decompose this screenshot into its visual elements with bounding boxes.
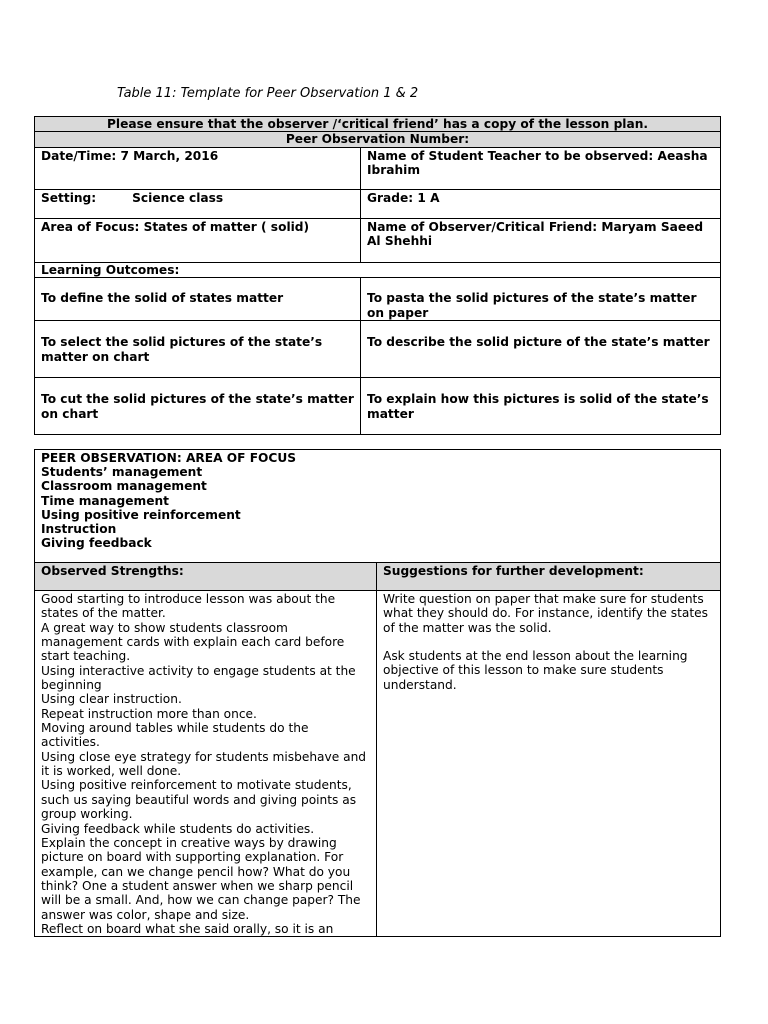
focus-item: Students’ management: [41, 465, 203, 480]
strengths-cell: [35, 591, 377, 937]
setting-value: Science class: [132, 190, 224, 205]
learning-outcome: To pasta the solid pictures of the state’s matter on paper: [361, 278, 721, 321]
lesson-plan-note: Please ensure that the observer /‘critical friend’ has a copy of the lesson plan.: [35, 117, 721, 132]
strength-item: Moving around tables while students do the activities.: [41, 721, 309, 750]
suggestions-cell: [377, 591, 721, 937]
learning-outcome: To select the solid pictures of the state’s matter on chart: [35, 321, 361, 378]
grade: Grade: 1 A: [361, 189, 721, 218]
strength-item: Using clear instruction.: [41, 692, 182, 707]
learning-outcomes-label: Learning Outcomes:: [35, 262, 721, 277]
suggestion-item: Ask students at the end lesson about the learning objective of this lesson to make sure students understand.: [383, 649, 688, 692]
strengths-header: Observed Strengths:: [35, 563, 377, 591]
suggestions-header: Suggestions for further development:: [377, 563, 721, 591]
strength-item: Using interactive activity to engage students at the beginning: [41, 663, 356, 693]
focus-item: Giving feedback: [41, 536, 152, 551]
area-of-focus: Area of Focus: States of matter ( solid): [35, 218, 361, 262]
suggestion-item: Write question on paper that make sure for students what they should do. For instance, identify the states of the matter was the solid.: [383, 592, 708, 635]
setting: [35, 189, 361, 218]
date-time: Date/Time: 7 March, 2016: [35, 147, 361, 189]
learning-outcome: To define the solid of states matter: [35, 278, 361, 321]
focus-item: Time management: [41, 493, 169, 508]
focus-item: Classroom management: [41, 479, 207, 494]
focus-title: PEER OBSERVATION: AREA OF FOCUS: [41, 451, 297, 465]
focus-item: Using positive reinforcement: [41, 507, 241, 522]
learning-outcome: To cut the solid pictures of the state’s matter on chart: [35, 378, 361, 435]
learning-outcome: To explain how this pictures is solid of the state’s matter: [361, 378, 721, 435]
strength-item: Good starting to introduce lesson was about the states of the matter.: [41, 592, 336, 621]
strength-item: Reflect on board what she said orally, so it is an: [41, 921, 334, 936]
strength-item: Using close eye strategy for students misbehave and it is worked, well done.: [41, 749, 367, 779]
observation-number-label: Peer Observation Number:: [35, 132, 721, 147]
student-teacher-name: Name of Student Teacher to be observed: Aeasha Ibrahim: [361, 147, 721, 189]
strength-item: Repeat instruction more than once.: [41, 706, 257, 721]
area-of-focus-list: [35, 450, 721, 563]
peer-observation-table: [34, 449, 721, 937]
focus-item: Instruction: [41, 522, 117, 537]
strength-item: Explain the concept in creative ways by drawing picture on board with supporting explanation. For example, can we change pencil how? What do you think? One a student answer when we sharp pencil will be a small. And, how we can change paper? The answer was color, shape and size.: [41, 835, 361, 922]
learning-outcome: To describe the solid picture of the state’s matter: [361, 321, 721, 378]
observer-name: Name of Observer/Critical Friend: Maryam Saeed Al Shehhi: [361, 218, 721, 262]
lesson-info-table: [34, 116, 721, 435]
strength-item: Giving feedback while students do activities.: [41, 821, 315, 836]
strength-item: A great way to show students classroom management cards with explain each card before start teaching.: [41, 620, 345, 664]
strength-item: Using positive reinforcement to motivate students, such us saying beautiful words and giving points as group working.: [41, 778, 357, 822]
table-caption: Table 11: Template for Peer Observation 1 & 2: [117, 86, 419, 101]
setting-label: Setting:: [41, 190, 97, 205]
